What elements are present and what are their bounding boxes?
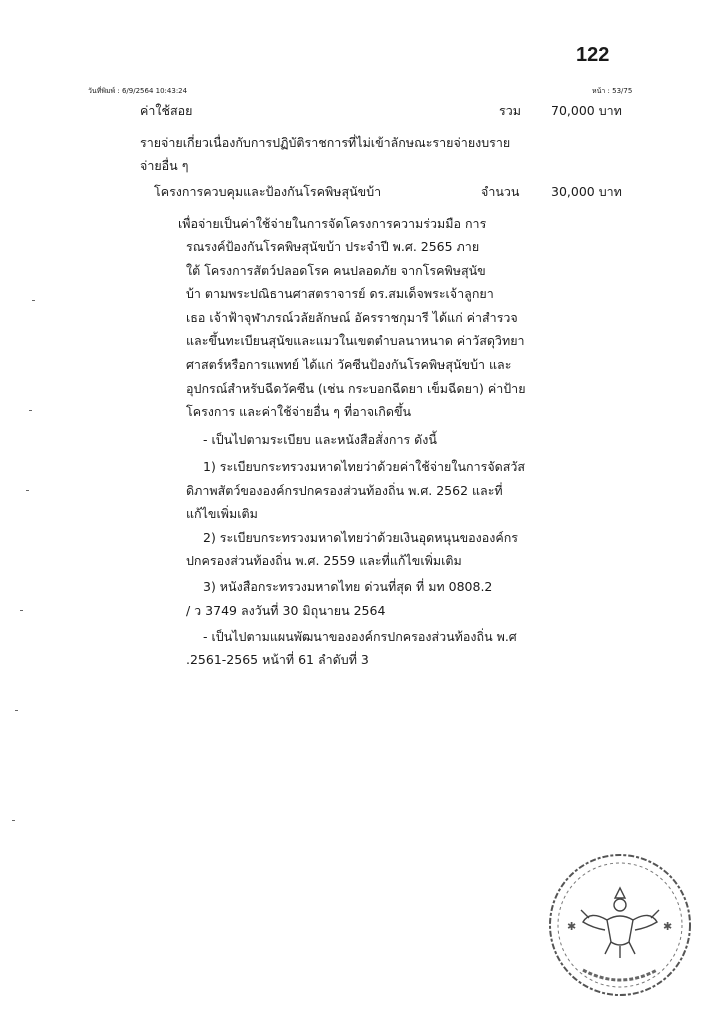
scan-speck bbox=[29, 410, 32, 411]
body-line: 3) หนังสือกระทรวงมหาดไทย ด่วนที่สุด ที่ มท 0808.2 bbox=[203, 579, 493, 594]
body-line: อุปกรณ์สำหรับฉีดวัคซีน (เช่น กระบอกฉีดยา เข็มฉีดยา) ค่าป้าย bbox=[186, 381, 526, 396]
svg-text:✱: ✱ bbox=[663, 920, 673, 933]
scan-speck bbox=[15, 710, 18, 711]
scan-speck bbox=[26, 490, 29, 491]
section-description-line: จ่ายอื่น ๆ bbox=[140, 158, 189, 173]
body-line: เพื่อจ่ายเป็นค่าใช้จ่ายในการจัดโครงการความร่วมมือ การ bbox=[178, 216, 487, 231]
body-line: โครงการ และค่าใช้จ่ายอื่น ๆ ที่อาจเกิดขึ้น bbox=[186, 404, 412, 419]
body-line: / ว 3749 ลงวันที่ 30 มิถุนายน 2564 bbox=[186, 603, 386, 618]
body-line: ใต้ โครงการสัตว์ปลอดโรค คนปลอดภัย จากโรคพิษสุนัข bbox=[186, 263, 486, 278]
print-date: วันที่พิมพ์ : 6/9/2564 10:43:24 bbox=[88, 87, 188, 95]
scan-speck bbox=[20, 610, 23, 611]
body-line: และขึ้นทะเบียนสุนัขและแมวในเขตตำบลนาหนาด ค่าวัสดุวิทยา bbox=[186, 333, 525, 348]
body-line: แก้ไขเพิ่มเติม bbox=[186, 506, 258, 521]
project-title: โครงการควบคุมและป้องกันโรคพิษสุนัขบ้า bbox=[154, 184, 382, 199]
section-title: ค่าใช้สอย bbox=[140, 103, 193, 118]
section-sum-label: รวม bbox=[499, 103, 521, 118]
body-line: เธอ เจ้าฟ้าจุฬาภรณ์วลัยลักษณ์ อัครราชกุมารี ได้แก่ ค่าสำรวจ bbox=[186, 310, 518, 325]
body-line: บ้า ตามพระปณิธานศาสตราจารย์ ดร.สมเด็จพระเจ้าลูกยา bbox=[186, 286, 494, 301]
project-quantity-label: จำนวน bbox=[481, 184, 520, 199]
body-line: 1) ระเบียบกระทรวงมหาดไทยว่าด้วยค่าใช้จ่ายในการจัดสวัส bbox=[203, 459, 526, 474]
official-seal-icon bbox=[545, 850, 695, 1000]
body-line: .2561-2565 หน้าที่ 61 ลำดับที่ 3 bbox=[186, 652, 369, 667]
body-line: รณรงค์ป้องกันโรคพิษสุนัขบ้า ประจำปี พ.ศ. 2565 ภาย bbox=[186, 239, 480, 254]
body-line: 2) ระเบียบกระทรวงมหาดไทยว่าด้วยเงินอุดหนุนขององค์กร bbox=[203, 530, 519, 545]
body-line: ปกครองส่วนท้องถิ่น พ.ศ. 2559 และที่แก้ไขเพิ่มเติม bbox=[186, 553, 462, 568]
page-number: 122 bbox=[576, 44, 610, 66]
project-amount: 30,000 บาท bbox=[551, 184, 622, 199]
scan-speck bbox=[12, 820, 15, 821]
body-line: ศาสตร์หรือการแพทย์ ได้แก่ วัคซีนป้องกันโรคพิษสุนัขบ้า และ bbox=[186, 357, 512, 372]
page-count: หน้า : 53/75 bbox=[592, 87, 633, 95]
scan-speck bbox=[32, 300, 35, 301]
svg-text:✱: ✱ bbox=[567, 920, 577, 933]
body-line: - เป็นไปตามแผนพัฒนาขององค์กรปกครองส่วนท้องถิ่น พ.ศ bbox=[203, 629, 517, 644]
section-sum-amount: 70,000 บาท bbox=[551, 103, 622, 118]
body-line: - เป็นไปตามระเบียบ และหนังสือสั่งการ ดังนี้ bbox=[203, 432, 437, 447]
section-description-line: รายจ่ายเกี่ยวเนื่องกับการปฏิบัติราชการที่ไม่เข้าลักษณะรายจ่ายงบราย bbox=[140, 135, 511, 150]
body-line: ดิภาพสัตว์ขององค์กรปกครองส่วนท้องถิ่น พ.ศ. 2562 และที่ bbox=[186, 483, 503, 498]
